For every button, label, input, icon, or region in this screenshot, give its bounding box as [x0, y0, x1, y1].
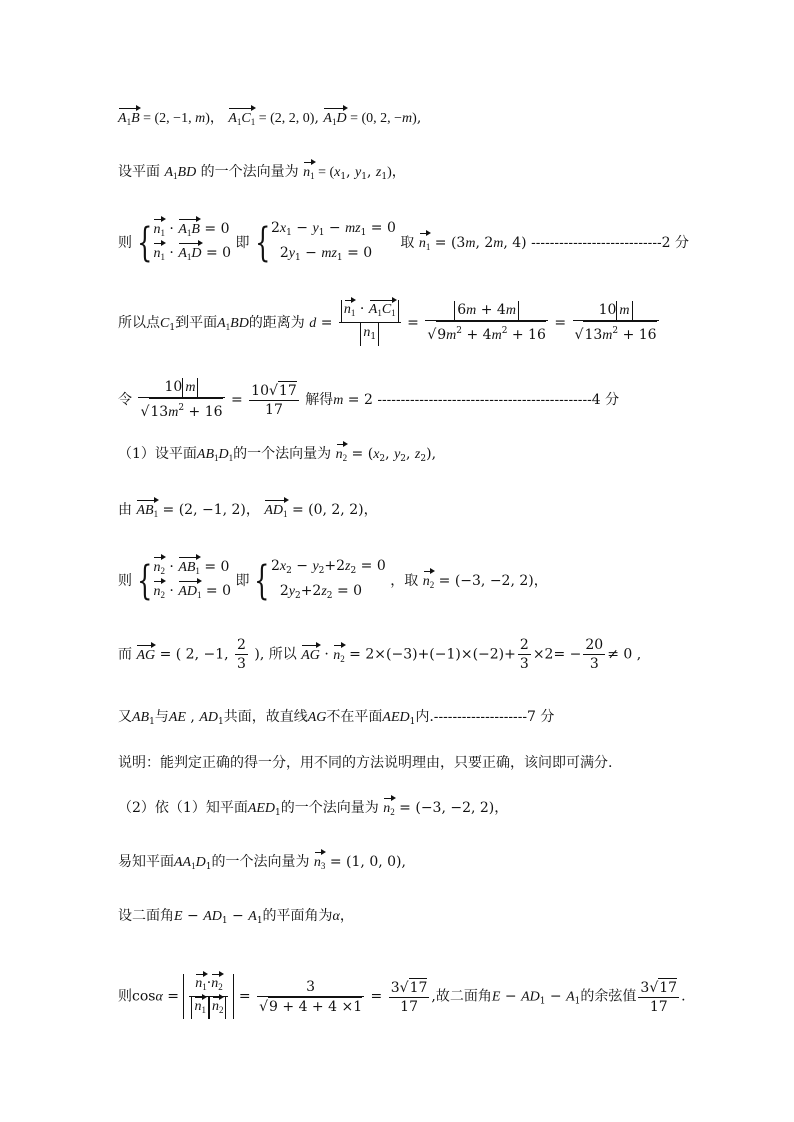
l4-text3: 的距离为 [248, 315, 305, 331]
l3-take: 取 [400, 235, 415, 251]
l10-text5: 内. [415, 709, 434, 725]
dihedral-angle-line: 设二面角$E - AD_1 - A_1$的平面角为α， [118, 908, 354, 926]
l9-and: 而 [118, 646, 132, 663]
part1-vectors-line: 由 $AB_1 = (2$, −1, 2)， $AD_1 = (0$, 2, 2)， [118, 500, 774, 524]
l12-part: （2）依（1）知平面 [118, 800, 248, 816]
l10-dashes: -------------------- [433, 708, 528, 724]
part2-normal-line: （2）依（1）知平面$AED_1$的一个法向量为 $n_2 = (-3$, −2, 2)， [118, 798, 774, 823]
vector-definitions-line: $A_1B = (2$, −1, m)， $A_1C_1 = (2$, 2, 0), $A_1D = (0$, 2, −m), [118, 108, 774, 132]
l14-mid: 的平面角为 [262, 908, 333, 924]
l8-then: 则 [118, 573, 132, 589]
l5-score: 4 分 [591, 392, 620, 408]
l4-text1: 所以点 [118, 315, 160, 331]
l8-take: ，取 [390, 573, 419, 589]
l15-text: ,故二面角 [431, 988, 492, 1005]
l3-dashes: ---------------------------- [531, 234, 662, 250]
l8-ie: 即 [235, 573, 250, 589]
part1-system-line: 则 { $n_2 \cdot AB_1 = 0$ $n_2 \cdot AD_1 = 0$ 即 { $2x_2 - y_2+2z_2 = 0$ $2y_2+2z_2 = 0$ ，取 $n_2 = (-3$, −2, 2)， [118, 558, 548, 604]
l5-let: 令 [118, 392, 132, 408]
part2-second-normal-line: 易知平面$AA_1D_1$的一个法向量为 $n_3 = (1$, 0, 0), [118, 852, 774, 877]
l3-score: 2 分 [661, 235, 690, 251]
distance-formula-line: 所以点$C_1$到平面$A_1BD$的距离为 d = $\frac{n_1 \cdot A_1C_1}{n_1}$ = $\frac{6m + 4m}{√9m^2 + 4m^2 + 16}$ = $\frac{10 m}{√13m^2 + 16}$ [118, 300, 774, 346]
ag-dot-product-line: 而 AG = ( 2, −1, $\frac{2}{3}$ ), 所以 AG · $n_2 = 2\times(-3)+(-1)\times(-2)+$ $\frac{2}{3}$ ×2= − $\frac{20}{3}$ ≠ 0 , [118, 637, 642, 672]
l7-by: 由 [118, 502, 132, 518]
l15-then: 则 [118, 988, 132, 1005]
l15-mid: 的余弦值 [580, 988, 637, 1005]
normal-vector-system-line: 则 { $n_1 \cdot A_1B = 0$ $n_1 \cdot A_1D = 0$ 即 { $2x_1 - y_1 - mz_1 = 0$ $2y_1 - mz_1 = 0$ 取 $n_1 = (3m$, 2m, 4) ----------------------------2 分 [118, 220, 690, 266]
l6-part: （1）设平面 [118, 446, 197, 462]
grading-note-line [118, 753, 774, 773]
l6-mid: 的一个法向量为 [233, 446, 332, 462]
l14-text: 设二面角 [118, 908, 174, 924]
l13-text: 易知平面 [118, 854, 174, 870]
l2-prefix: 设平面 [118, 164, 160, 180]
l5-solve: 解得 [305, 392, 334, 408]
l10-text4: 不在平面 [326, 709, 383, 725]
part1-normal-line: （1）设平面$AB_1D_1$的一个法向量为 $n_2 = (x_2$, $y_2$, $z_2$), [118, 444, 774, 469]
coplanar-conclusion-line: 又$AB_1$与AE , $AD_1$共面，故直线AG不在平面$AED_1$内.--------------------7 分 [118, 708, 555, 727]
cosine-result-line: 则cosα = $\frac{n_1\cdot n_2}{n_1 n_2}$ = $\frac{3}{√9 + 4 + 4 \times 1}$ = $\frac{3√17}{17}$ ,故二面角$E - AD_1 - A_1$的余弦值 $\frac{3√17}{17}$ . [118, 974, 774, 1019]
l10-text1: 又 [118, 709, 132, 725]
l5-dashes: ---------------------------------------------- [377, 391, 592, 407]
l10-text3: 共面，故直线 [223, 709, 308, 725]
l12-mid: 的一个法向量为 [280, 800, 379, 816]
l9-so: 所以 [268, 646, 297, 663]
l11-note: 说明：能判定正确的得一分，用不同的方法说明理由，只要正确，该问即可满分. [118, 755, 613, 771]
l10-text2: 与 [154, 709, 169, 725]
l4-text2: 到平面 [175, 315, 218, 331]
l13-mid: 的一个法向量为 [211, 854, 310, 870]
l3-then: 则 [118, 235, 132, 251]
l3-ie: 即 [235, 235, 250, 251]
l10-score: 7 分 [527, 709, 555, 725]
l1-tail: , [416, 110, 422, 126]
solve-m-line: 令 $\frac{10 m}{√13m^2 + 16}$ = $\frac{10√17}{17}$ 解得m = 2 ----------------------------------------------4 分 [118, 379, 620, 420]
normal-vector-setup-line: 设平面 $A_1BD$ 的一个法向量为 $n_1 = (x_1$, $y_1$, $z_1$)， [118, 162, 774, 187]
l2-mid: 的一个法向量为 [200, 164, 299, 180]
